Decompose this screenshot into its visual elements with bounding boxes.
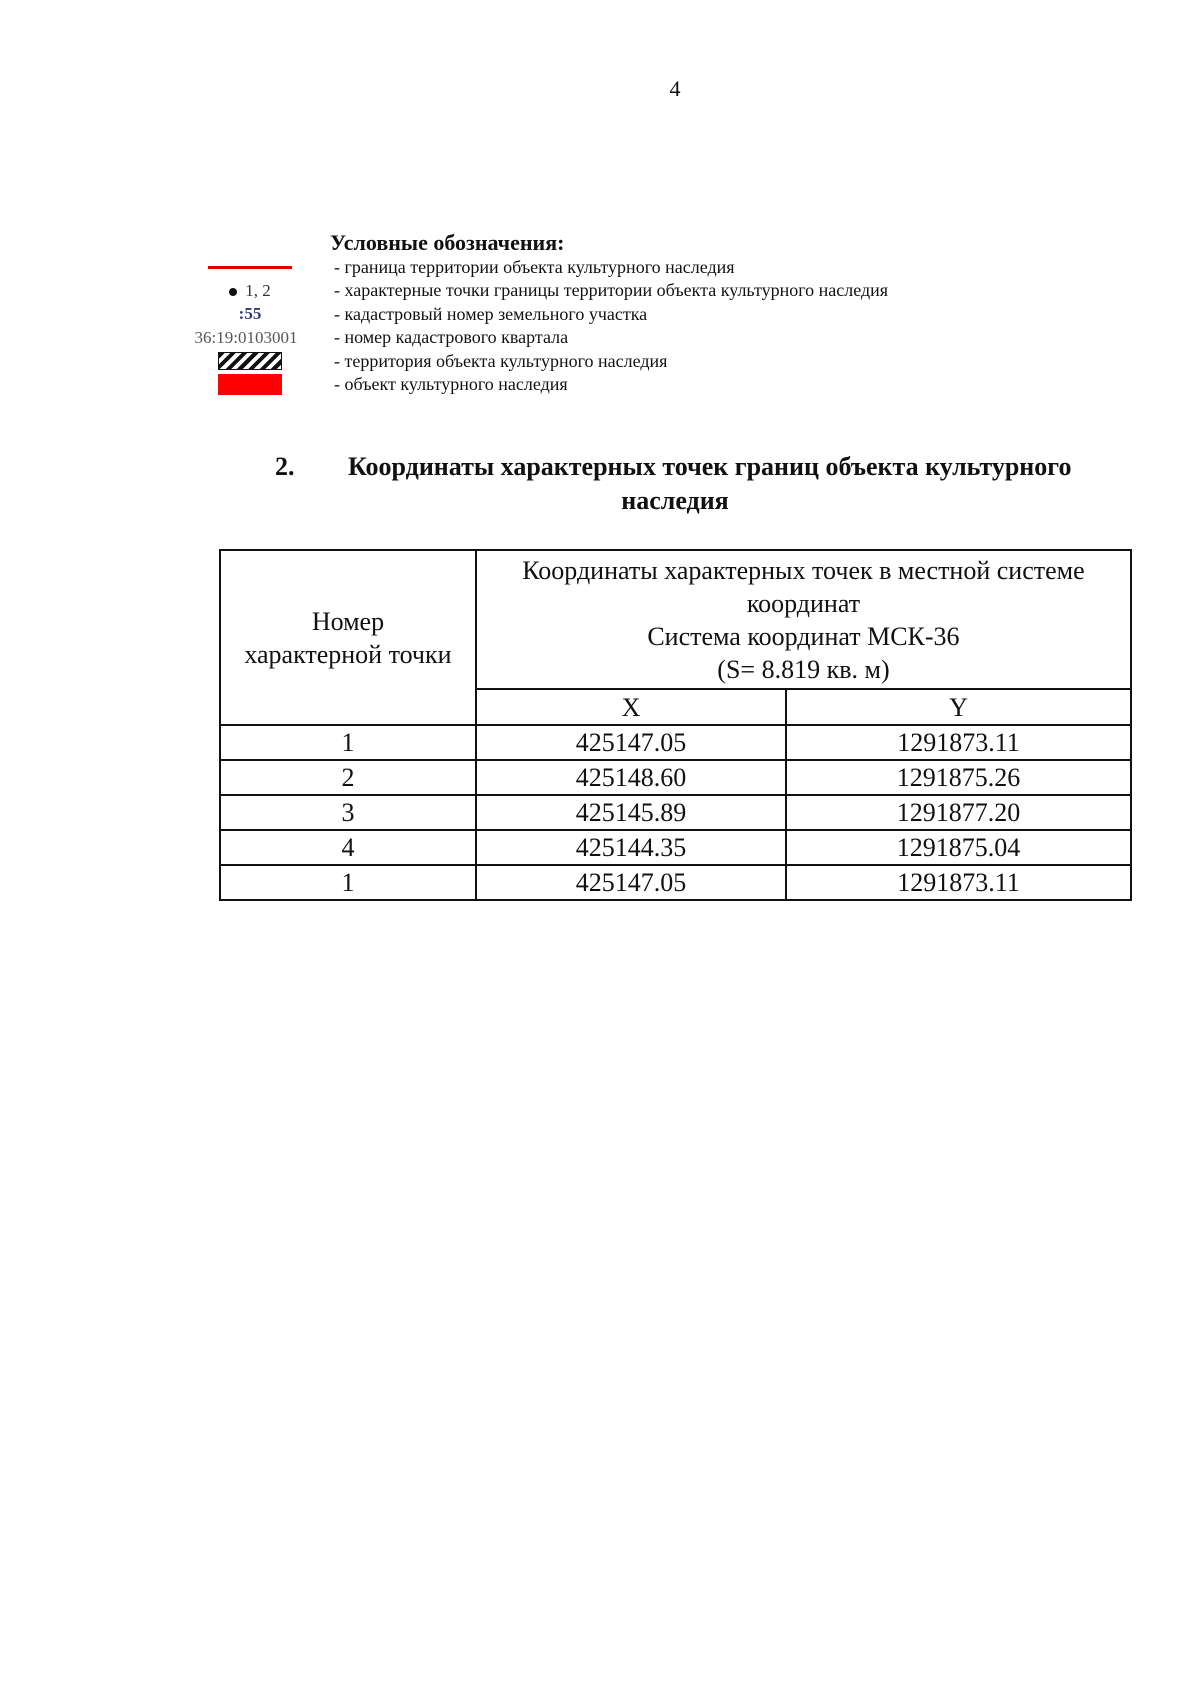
legend-item-text: - граница территории объекта культурного наследия bbox=[334, 257, 735, 277]
header-line: Номер bbox=[311, 606, 385, 636]
y-column-header: Y bbox=[786, 689, 1131, 725]
coordinates-table bbox=[219, 549, 1132, 901]
table-header-row bbox=[220, 550, 1131, 689]
legend-symbol-territory bbox=[180, 350, 320, 373]
legend-symbol-cadastral-number bbox=[180, 303, 320, 326]
dot-icon bbox=[229, 288, 237, 296]
x-cell: 425147.05 bbox=[476, 725, 786, 760]
cadastral-number-sample: :55 bbox=[238, 304, 262, 324]
legend-item-text: - территория объекта культурного наследия bbox=[334, 350, 668, 371]
y-cell: 1291875.26 bbox=[786, 760, 1131, 795]
header-line: характерной точки bbox=[244, 639, 452, 669]
y-cell: 1291873.11 bbox=[786, 865, 1131, 900]
legend-item-text: - номер кадастрового квартала bbox=[334, 327, 569, 348]
legend-item-cadastral-quarter bbox=[0, 326, 1200, 349]
section-title: Координаты характерных точек границ объекта культурного bbox=[348, 452, 1072, 481]
legend bbox=[0, 256, 1200, 396]
section-title-continued: наследия bbox=[621, 486, 729, 515]
table-row bbox=[220, 760, 1131, 795]
y-cell: 1291877.20 bbox=[786, 795, 1131, 830]
header-line: Координаты характерных точек в местной системе bbox=[522, 555, 1085, 585]
legend-item-territory bbox=[0, 350, 1200, 373]
legend-symbol-cadastral-quarter bbox=[180, 326, 320, 349]
x-cell: 425147.05 bbox=[476, 865, 786, 900]
legend-symbol-points bbox=[180, 279, 320, 302]
table-row bbox=[220, 795, 1131, 830]
x-column-header: X bbox=[476, 689, 786, 725]
red-line-icon bbox=[208, 266, 292, 269]
legend-title: Условные обозначения: bbox=[330, 230, 565, 255]
header-line: Система координат МСК-36 bbox=[647, 621, 960, 651]
legend-item-text: - объект культурного наследия bbox=[334, 373, 568, 394]
x-cell: 425144.35 bbox=[476, 830, 786, 865]
y-cell: 1291873.11 bbox=[786, 725, 1131, 760]
table-row bbox=[220, 830, 1131, 865]
legend-item-points bbox=[0, 279, 1200, 302]
point-marker bbox=[229, 281, 271, 301]
point-marker-label: 1, 2 bbox=[245, 281, 271, 301]
hatched-box-icon bbox=[218, 352, 282, 370]
legend-item-text: - кадастровый номер земельного участка bbox=[334, 303, 648, 324]
cadastral-quarter-sample: 36:19:0103001 bbox=[194, 327, 298, 347]
legend-item-cadastral-number bbox=[0, 303, 1200, 326]
point-number-header bbox=[220, 550, 476, 725]
section-number: 2. bbox=[275, 452, 295, 481]
table-row bbox=[220, 865, 1131, 900]
legend-item-boundary bbox=[0, 256, 1200, 279]
point-cell: 3 bbox=[220, 795, 476, 830]
point-cell: 4 bbox=[220, 830, 476, 865]
point-cell: 2 bbox=[220, 760, 476, 795]
x-cell: 425148.60 bbox=[476, 760, 786, 795]
red-box-icon bbox=[218, 374, 282, 395]
page-number: 4 bbox=[669, 76, 681, 101]
coordinates-header bbox=[476, 550, 1131, 689]
legend-item-text: - характерные точки границы территории объекта культурного наследия bbox=[334, 280, 889, 301]
header-line: координат bbox=[746, 588, 861, 618]
table-row bbox=[220, 725, 1131, 760]
point-cell: 1 bbox=[220, 865, 476, 900]
x-cell: 425145.89 bbox=[476, 795, 786, 830]
y-cell: 1291875.04 bbox=[786, 830, 1131, 865]
legend-symbol-boundary bbox=[180, 256, 320, 279]
legend-symbol-object bbox=[180, 373, 320, 396]
point-cell: 1 bbox=[220, 725, 476, 760]
header-line: (S= 8.819 кв. м) bbox=[717, 654, 890, 684]
legend-item-object bbox=[0, 373, 1200, 396]
